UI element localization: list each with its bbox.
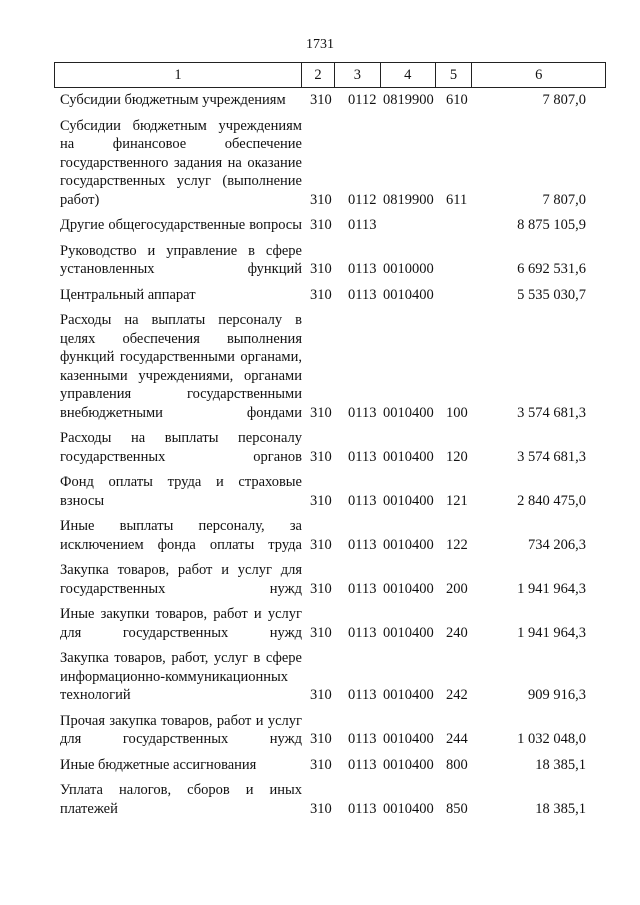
- row-col-2: 310: [310, 404, 332, 421]
- page-number: 1731: [306, 37, 334, 52]
- row-col-6: 7 807,0: [542, 92, 586, 108]
- row-col-2: 310: [310, 536, 332, 553]
- row-col-2: 310: [310, 448, 332, 465]
- row-col-4: 0010400: [383, 800, 434, 817]
- header-col-4: 4: [381, 63, 436, 87]
- row-col-3: 0113: [348, 217, 377, 233]
- row-name: Руководство и управление в сфере установленных функций: [60, 242, 302, 277]
- table-row: [60, 712, 590, 749]
- row-col-3: 0113: [348, 756, 377, 773]
- row-col-6: 5 535 030,7: [517, 286, 586, 303]
- row-col-6: 1 941 964,3: [517, 580, 586, 597]
- row-name: Субсидии бюджетным учреждениям на финансовое обеспечение государственного задания на оказание государственных услуг (выполнение работ): [60, 117, 302, 208]
- row-col-6: 3 574 681,3: [517, 448, 586, 465]
- row-name: Закупка товаров, работ и услуг для государственных нужд: [60, 562, 302, 597]
- table-row: [60, 605, 590, 642]
- row-name: Фонд оплаты труда и страховые взносы: [60, 474, 302, 509]
- row-name: Уплата налогов, сборов и иных платежей: [60, 782, 302, 817]
- row-col-4: 0010400: [383, 731, 434, 747]
- table-row: [60, 117, 590, 210]
- row-col-3: 0112: [348, 191, 377, 208]
- row-col-5: 244: [446, 731, 468, 747]
- row-col-6: 18 385,1: [535, 756, 586, 773]
- row-col-4: 0010400: [383, 687, 434, 703]
- row-col-4: 0010400: [383, 624, 434, 641]
- row-col-2: 310: [310, 580, 332, 597]
- row-col-5: 610: [446, 92, 468, 108]
- row-col-3: 0113: [348, 580, 377, 597]
- row-col-2: 310: [310, 217, 332, 233]
- row-name: Прочая закупка товаров, работ и услуг для государственных нужд: [60, 712, 302, 747]
- row-col-3: 0113: [348, 492, 377, 509]
- table-row: [60, 781, 590, 818]
- row-col-3: 0112: [348, 92, 377, 108]
- row-col-6: 3 574 681,3: [517, 404, 586, 421]
- row-col-2: 310: [310, 687, 332, 703]
- row-name: Субсидии бюджетным учреждениям: [60, 92, 286, 108]
- row-name: Расходы на выплаты персоналу государственных органов: [60, 430, 302, 465]
- row-col-5: 240: [446, 624, 468, 641]
- row-col-4: 0010000: [383, 261, 434, 277]
- row-col-6: 7 807,0: [542, 191, 586, 208]
- row-col-2: 310: [310, 800, 332, 817]
- row-col-5: 120: [446, 448, 468, 465]
- row-col-3: 0113: [348, 536, 377, 553]
- row-col-6: 1 032 048,0: [517, 731, 586, 747]
- row-name: Центральный аппарат: [60, 286, 196, 303]
- header-col-2: 2: [302, 63, 335, 87]
- table-row: [60, 649, 590, 705]
- row-col-2: 310: [310, 286, 332, 303]
- row-col-6: 6 692 531,6: [517, 261, 586, 277]
- table-row: [60, 242, 590, 279]
- row-col-3: 0113: [348, 624, 377, 641]
- row-col-6: 18 385,1: [535, 800, 586, 817]
- table-row: [60, 311, 590, 422]
- row-col-6: 2 840 475,0: [517, 492, 586, 509]
- table-row: [60, 286, 590, 305]
- row-col-2: 310: [310, 191, 332, 208]
- row-col-5: 611: [446, 191, 468, 208]
- row-col-5: 200: [446, 580, 468, 597]
- row-col-4: 0819900: [383, 191, 434, 208]
- table-row: [60, 517, 590, 554]
- row-col-3: 0113: [348, 261, 377, 277]
- row-col-4: 0819900: [383, 92, 434, 108]
- row-col-4: 0010400: [383, 404, 434, 421]
- table-row: [60, 756, 590, 775]
- row-col-2: 310: [310, 731, 332, 747]
- table-row: [60, 91, 590, 110]
- row-col-6: 1 941 964,3: [517, 624, 586, 641]
- row-col-4: 0010400: [383, 536, 434, 553]
- row-col-5: 122: [446, 536, 468, 553]
- row-col-6: 909 916,3: [528, 687, 586, 703]
- row-col-6: 734 206,3: [528, 536, 586, 553]
- row-name: Расходы на выплаты персоналу в целях обеспечения выполнения функций государственными органами, казенными учреждениями, органами управления государственными внебюджетными фондами: [60, 312, 302, 421]
- table-row: [60, 216, 590, 235]
- row-col-5: 121: [446, 492, 468, 509]
- row-col-2: 310: [310, 92, 332, 108]
- row-col-3: 0113: [348, 731, 377, 747]
- row-col-3: 0113: [348, 800, 377, 817]
- row-col-2: 310: [310, 261, 332, 277]
- row-col-4: 0010400: [383, 580, 434, 597]
- row-col-5: 800: [446, 756, 468, 773]
- row-col-3: 0113: [348, 404, 377, 421]
- table-row: [60, 561, 590, 598]
- row-col-4: 0010400: [383, 492, 434, 509]
- header-col-3: 3: [335, 63, 381, 87]
- row-col-3: 0113: [348, 286, 377, 303]
- row-col-4: 0010400: [383, 286, 434, 303]
- header-col-6: 6: [535, 67, 543, 83]
- row-col-3: 0113: [348, 687, 377, 703]
- row-name: Иные закупки товаров, работ и услуг для государственных нужд: [60, 606, 302, 641]
- row-col-4: 0010400: [383, 756, 434, 773]
- header-col-5: 5: [436, 63, 473, 87]
- row-col-2: 310: [310, 756, 332, 773]
- table-body: [60, 91, 590, 825]
- table-header: [54, 62, 606, 88]
- row-col-3: 0113: [348, 448, 377, 465]
- row-col-4: 0010400: [383, 448, 434, 465]
- row-col-6: 8 875 105,9: [517, 217, 586, 233]
- row-col-2: 310: [310, 492, 332, 509]
- row-col-5: 850: [446, 800, 468, 817]
- row-name: Иные выплаты персоналу, за исключением фонда оплаты труда: [60, 518, 302, 553]
- row-col-5: 100: [446, 404, 468, 421]
- row-name: Закупка товаров, работ, услуг в сфере информационно-коммуникационных технологий: [60, 650, 302, 703]
- row-col-2: 310: [310, 624, 332, 641]
- table-row: [60, 473, 590, 510]
- table-row: [60, 429, 590, 466]
- row-name: Другие общегосударственные вопросы: [60, 217, 302, 233]
- row-col-5: 242: [446, 687, 468, 703]
- row-name: Иные бюджетные ассигнования: [60, 756, 257, 773]
- header-col-1: 1: [55, 63, 302, 87]
